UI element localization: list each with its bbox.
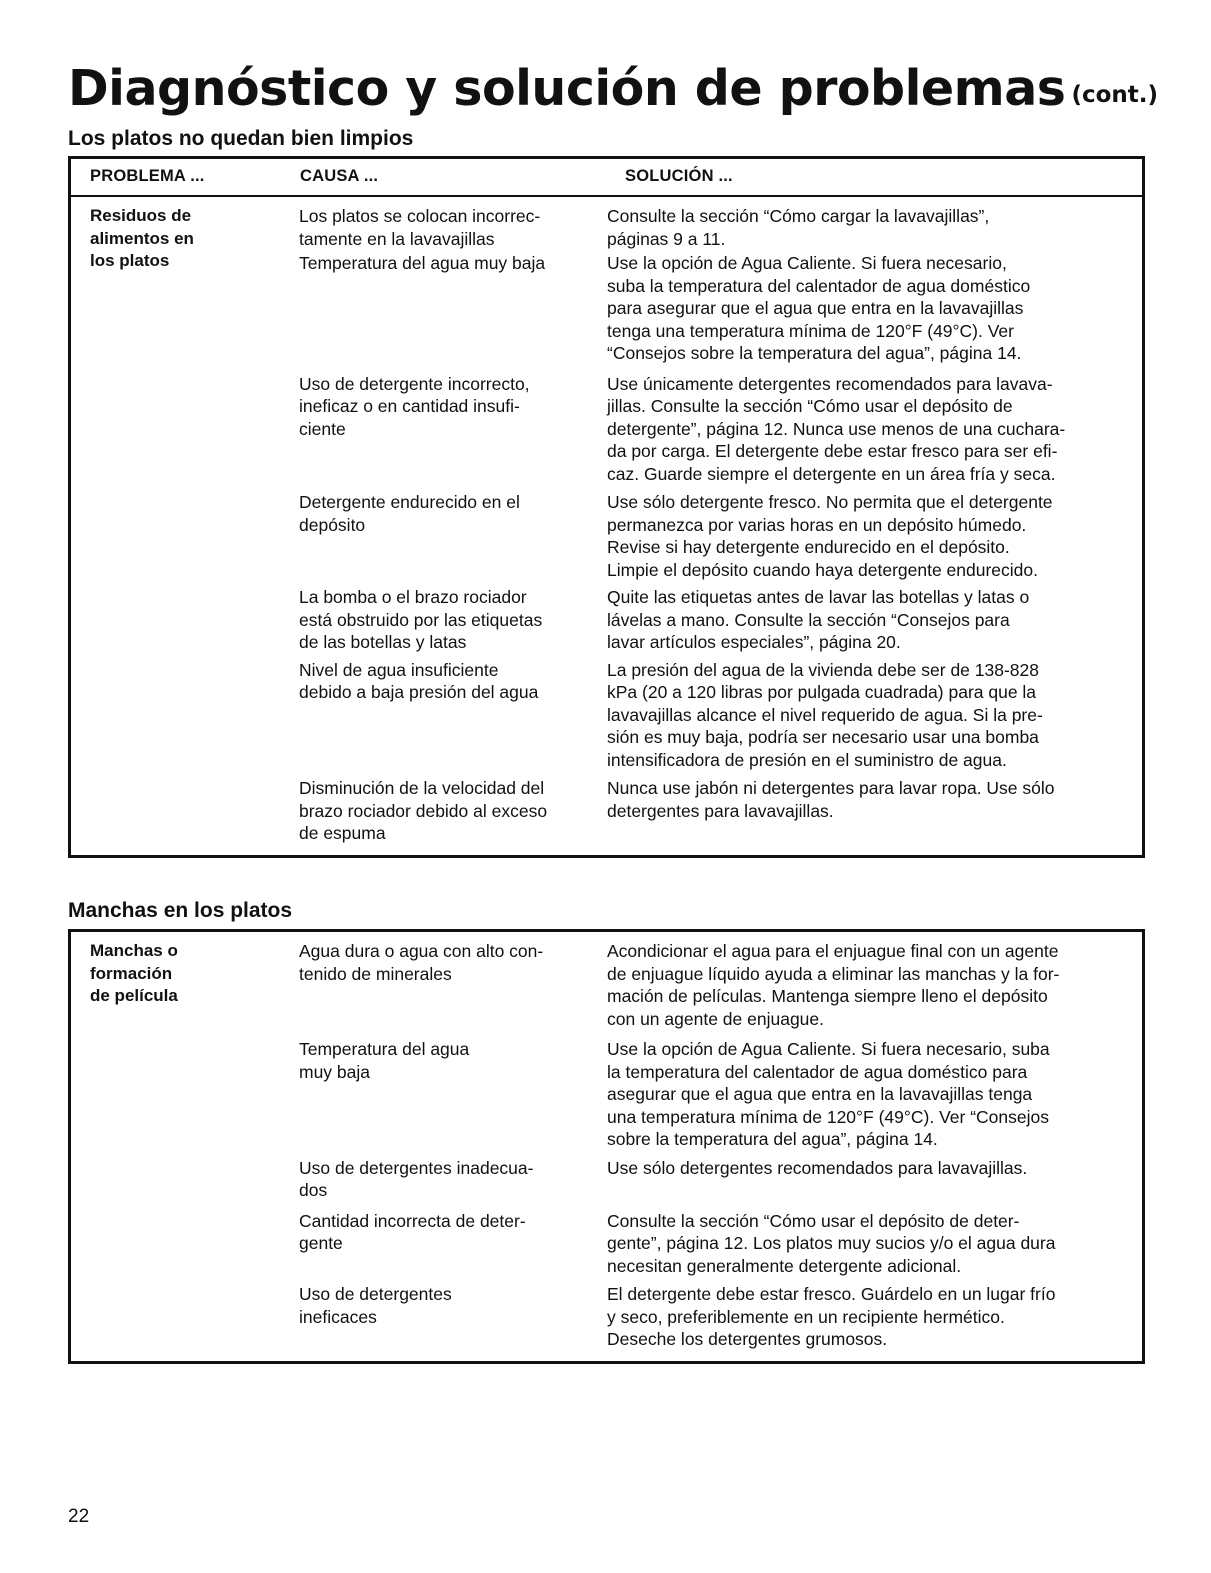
solution-cell: Use únicamente detergentes recomendados para lavava- jillas. Consulte la sección “Cómo usar el depósito de detergente”, página 12. Nunca use menos de una cuchara- da por carga. El detergente debe estar fresco para ser efi- caz. Guarde siempre el detergente en un área fría y seca. bbox=[607, 373, 1066, 484]
table-row bbox=[71, 491, 1142, 581]
cause-cell: Uso de detergentes inadecua- dos bbox=[299, 1157, 534, 1200]
table-row bbox=[71, 659, 1142, 772]
table-row bbox=[71, 1038, 1142, 1151]
cause-cell: Uso de detergentes ineficaces bbox=[299, 1284, 452, 1327]
header-cause: CAUSA ... bbox=[300, 167, 379, 185]
cause-cell: Disminución de la velocidad del brazo rociador debido al exceso de espuma bbox=[299, 778, 548, 843]
page-number: 22 bbox=[68, 1506, 90, 1527]
header-problem: PROBLEMA ... bbox=[90, 167, 205, 185]
cause-cell: Nivel de agua insuficiente debido a baja presión del agua bbox=[299, 659, 539, 702]
solution-cell: El detergente debe estar fresco. Guárdelo en un lugar frío y seco, preferiblemente en un recipiente hermético. Deseche los detergentes grumosos. bbox=[607, 1284, 1056, 1349]
table-row bbox=[71, 1210, 1142, 1278]
problem-label: Residuos de alimentos en los platos bbox=[90, 206, 194, 270]
table-los-platos-no-quedan-limpios bbox=[68, 156, 1145, 858]
table-row bbox=[71, 373, 1142, 486]
table-manchas-en-los-platos bbox=[68, 929, 1145, 1364]
table-row bbox=[71, 586, 1142, 654]
solution-cell: La presión del agua de la vivienda debe ser de 138-828 kPa (20 a 120 libras por pulgada cuadrada) para que la lavavajillas alcance el nivel requerido de agua. Si la pre- sión es muy baja, podría ser necesario usar una bomba intensificadora de presión en el suministro de agua. bbox=[607, 659, 1043, 770]
cause-cell: Temperatura del agua muy baja bbox=[299, 1039, 470, 1082]
solution-cell: Consulte la sección “Cómo usar el depósito de deter- gente”, página 12. Los platos muy sucios y/o el agua dura necesitan generalmente detergente adicional. bbox=[607, 1210, 1056, 1276]
cause-cell: Agua dura o agua con alto con- tenido de minerales bbox=[299, 941, 544, 984]
table-body bbox=[71, 932, 1142, 1361]
cause-cell: Detergente endurecido en el depósito bbox=[299, 492, 520, 535]
table-header bbox=[71, 159, 1142, 197]
problem-label: Manchas o formación de película bbox=[90, 941, 178, 1005]
solution-cell: Consulte la sección “Cómo cargar la lavavajillas”, páginas 9 a 11. bbox=[607, 206, 990, 249]
solution-cell: Use la opción de Agua Caliente. Si fuera necesario, suba la temperatura del calentador de agua doméstico para asegurar que el agua que entra en la lavavajillas tenga una temperatura mínima de 120°F (49°C). Ver “Consejos sobre la temperatura del agua”, página 14. bbox=[607, 1039, 1050, 1149]
cause-cell: La bomba o el brazo rociador está obstruido por las etiquetas de las botellas y latas bbox=[299, 587, 543, 652]
table-row bbox=[71, 1157, 1142, 1202]
table-row bbox=[71, 777, 1142, 845]
solution-cell: Use sólo detergente fresco. No permita que el detergente permanezca por varias horas en un depósito húmedo. Revise si hay detergente endurecido en el depósito. Limpie el depósito cuando haya detergente endurecido. bbox=[607, 492, 1053, 580]
table-row bbox=[71, 1283, 1142, 1351]
section-heading-limpios: Los platos no quedan bien limpios bbox=[68, 127, 414, 150]
table-body bbox=[71, 197, 1142, 855]
cause-cell: Uso de detergente incorrecto, ineficaz o en cantidad insufi- ciente bbox=[299, 373, 530, 439]
title-main: Diagnóstico y solución de problemas bbox=[68, 60, 1066, 117]
cause-cell: Temperatura del agua muy baja bbox=[299, 253, 546, 273]
solution-cell: Quite las etiquetas antes de lavar las botellas y latas o lávelas a mano. Consulte la sección “Consejos para lavar artículos especiales”, página 20. bbox=[607, 587, 1030, 652]
title-suffix: (cont.) bbox=[1071, 82, 1159, 108]
solution-cell: Acondicionar el agua para el enjuague final con un agente de enjuague líquido ayuda a eliminar las manchas y la for- mación de películas. Mantenga siempre lleno el depósito con un agente de enjuague. bbox=[607, 941, 1060, 1029]
section-heading-manchas: Manchas en los platos bbox=[68, 899, 293, 922]
page-title bbox=[68, 60, 1158, 117]
solution-cell: Use sólo detergentes recomendados para lavavajillas. bbox=[607, 1157, 1028, 1178]
cause-cell: Los platos se colocan incorrec- tamente en la lavavajillas bbox=[299, 206, 541, 249]
solution-cell: Use la opción de Agua Caliente. Si fuera necesario, suba la temperatura del calentador de agua doméstico para asegurar que el agua que entra en la lavavajillas tenga una temperatura mínima de 120°F (49°C). Ver “Consejos sobre la temperatura del agua”, página 14. bbox=[607, 253, 1031, 363]
cause-cell: Cantidad incorrecta de deter- gente bbox=[299, 1210, 526, 1253]
header-solution: SOLUCIÓN ... bbox=[625, 167, 733, 185]
solution-cell: Nunca use jabón ni detergentes para lavar ropa. Use sólo detergentes para lavavajillas. bbox=[607, 778, 1055, 821]
